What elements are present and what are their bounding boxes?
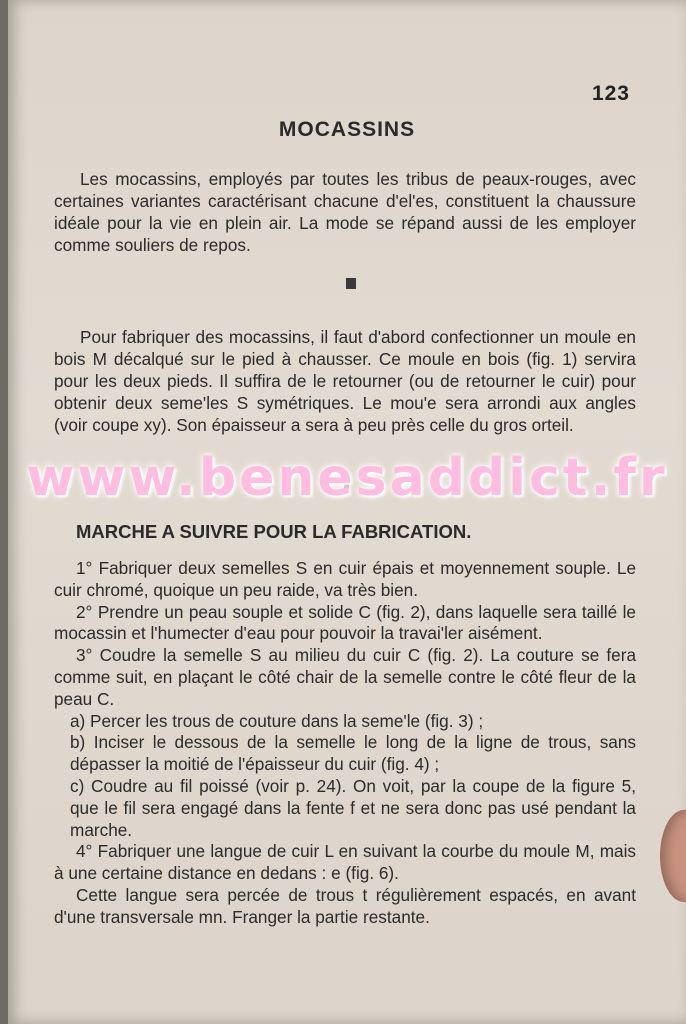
watermark-text: www.benesaddict.fr — [26, 448, 668, 508]
section-title: MARCHE A SUIVRE POUR LA FABRICATION. — [76, 521, 472, 542]
step-4 — [54, 841, 636, 885]
step-1 — [54, 558, 636, 602]
step-3-text: 3° Coudre la semelle S au milieu du cuir C (fig. 2). La couture se fera comme suit, en plaçant le côté chair de la semelle contre le côté fleur de la peau C. — [54, 645, 636, 709]
page-number: 123 — [591, 82, 630, 105]
intro-text: Les mocassins, employés par toutes les tribus de peaux-rouges, avec certaines variantes caractérisant chacune d'el'es, constituent la chaussure idéale pour la vie en plein air. La mode se répand aussi de les employer comme souliers de repos. — [54, 169, 636, 255]
step-3 — [54, 645, 636, 710]
step-1-text: 1° Fabriquer deux semelles S en cuir épais et moyennement souple. Le cuir chromé, quoique un peu raide, va très bien. — [54, 558, 636, 600]
closing-text: Cette langue sera percée de trous t régulièrement espacés, en avant d'une transversale mn. Franger la partie restante. — [54, 884, 636, 927]
finger-shape — [660, 810, 686, 902]
step-4-text: 4° Fabriquer une langue de cuir L en suivant la courbe du moule M, mais à une certaine distance en dedans : e (fig. 6). — [54, 841, 636, 884]
book-page — [8, 0, 686, 1024]
steps-list — [54, 558, 636, 929]
construction-paragraph — [54, 326, 636, 436]
intro-paragraph — [54, 168, 636, 256]
substep-c: c) Coudre au fil poissé (voir p. 24). On voit, par la coupe de la figure 5, que le fil sera engagé dans la fente f et ne sera donc pas usé pendant la marche. — [70, 775, 636, 840]
page-title: MOCASSINS — [278, 118, 416, 141]
construction-text: Pour fabriquer des mocassins, il faut d'abord confectionner un moule en bois M décalqué sur le pied à chausser. Ce moule en bois (fig. 1) servira pour les deux pieds. Il suffira de le retourner (ou de retourner le cuir) pour obtenir deux seme'les S symétriques. Le mou'e sera arrondi aux angles (voir coupe xy). Son épaisseur a sera à peu près celle du gros orteil. — [54, 327, 636, 435]
closing-paragraph — [54, 885, 636, 929]
step-2 — [54, 602, 636, 646]
substep-a: a) Percer les trous de couture dans la seme'le (fig. 3) ; — [70, 710, 484, 731]
step-2-text: 2° Prendre un peau souple et solide C (fig. 2), dans laquelle sera taillé le mocassin et l'humecter d'eau pour pouvoir la travai'ler aisément. — [54, 601, 636, 644]
separator-mark — [346, 278, 356, 289]
substep-b: b) Inciser le dessous de la semelle le long de la ligne de trous, sans dépasser la moitié de l'épaisseur du cuir (fig. 4) ; — [70, 732, 636, 775]
